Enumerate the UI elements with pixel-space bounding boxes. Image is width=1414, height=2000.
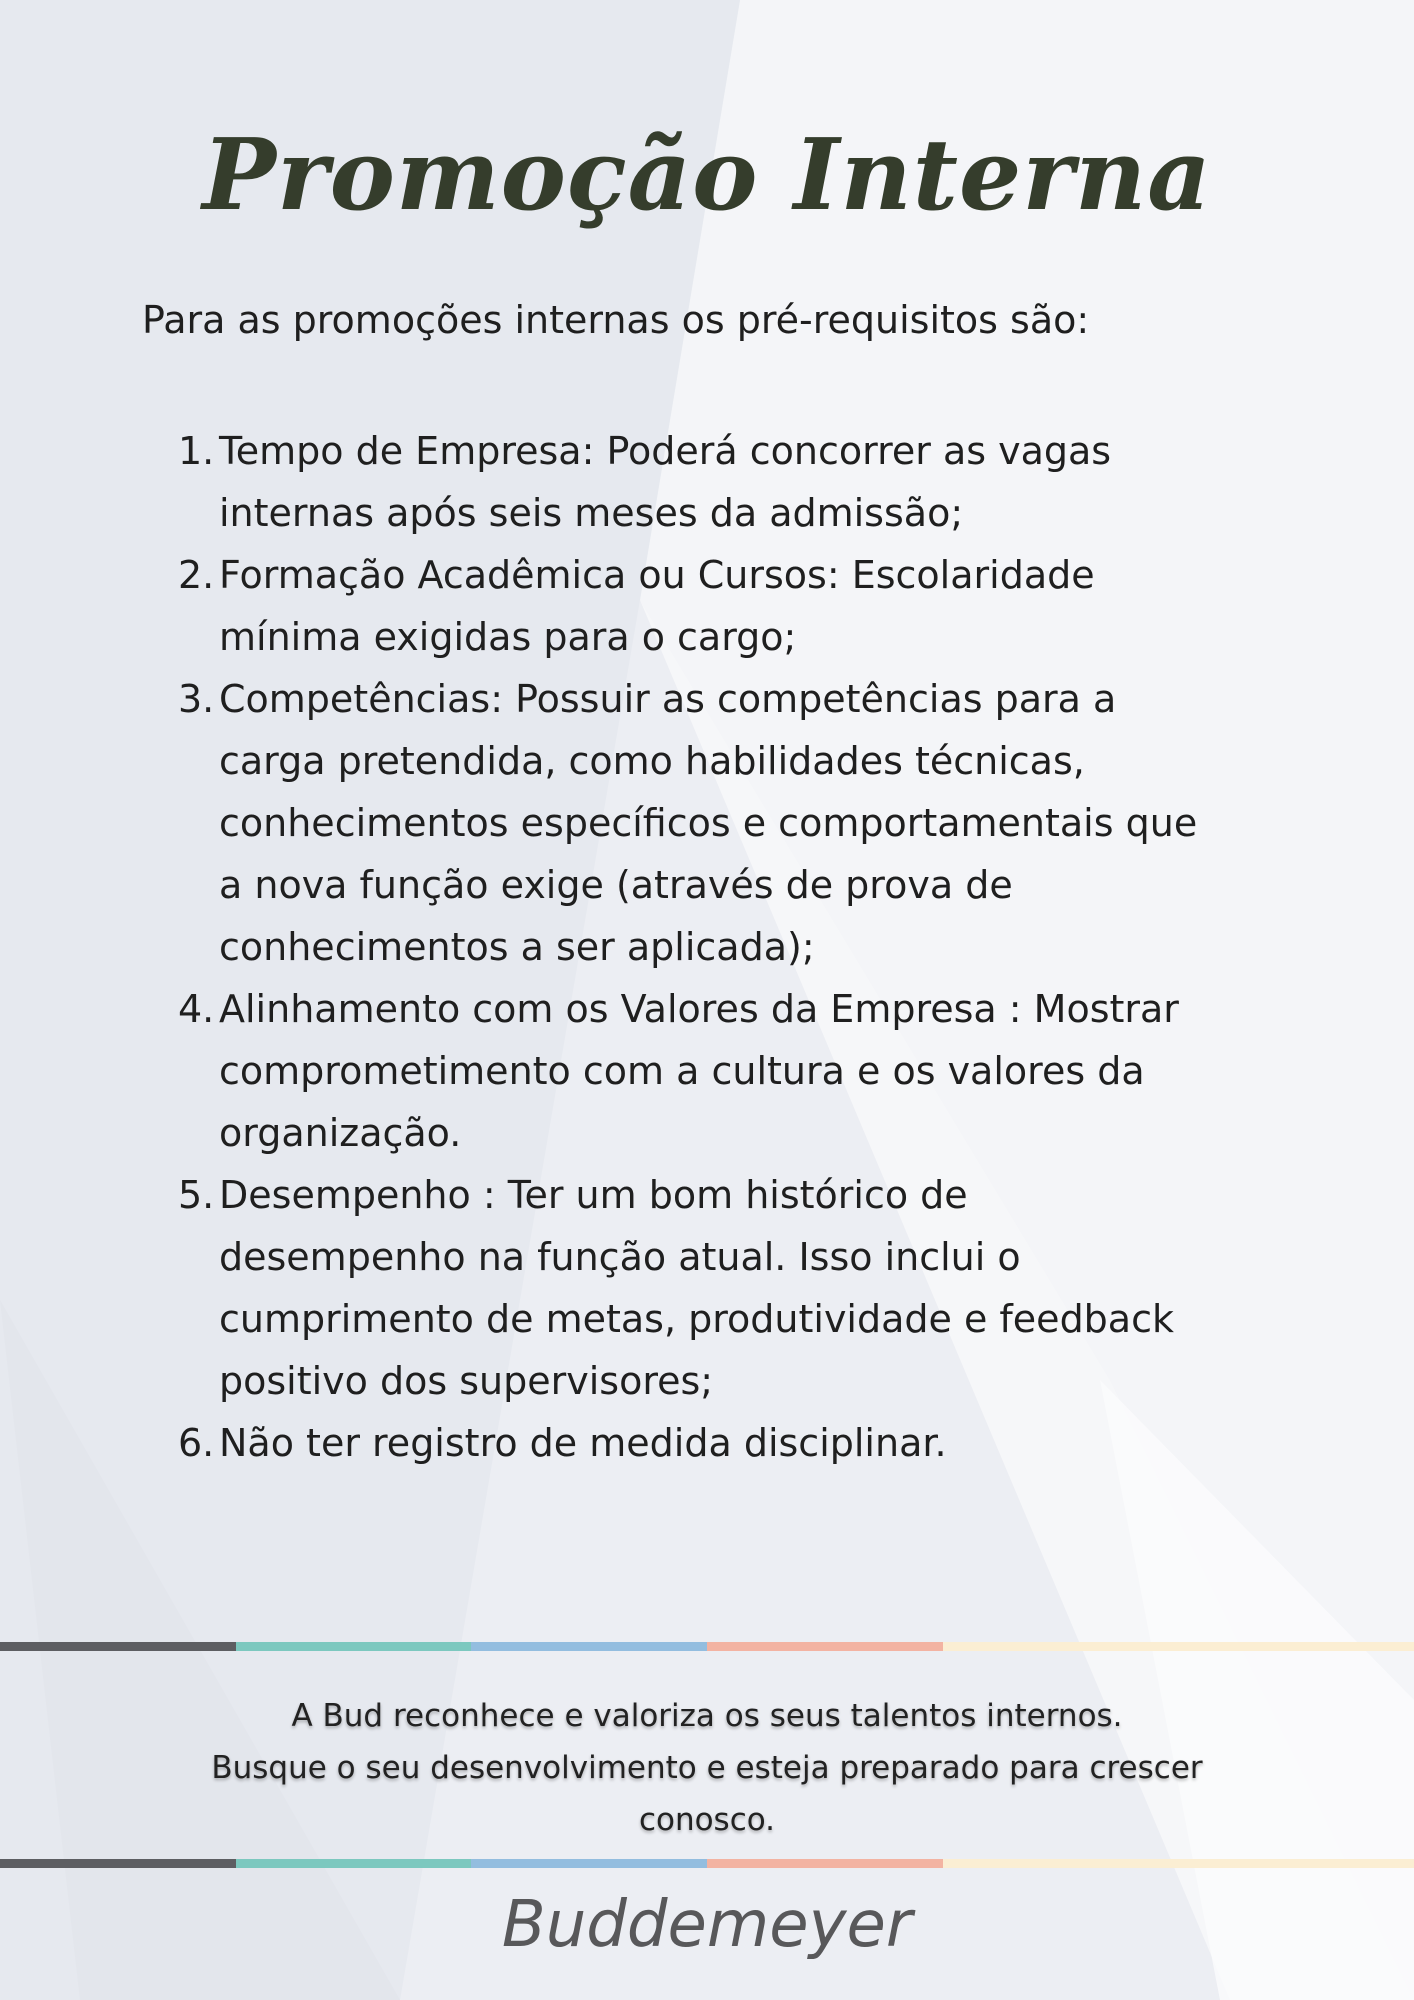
footer-message — [120, 1690, 1294, 1846]
page-title: Promoção Interna — [202, 118, 1212, 233]
item-number: 2. — [178, 553, 215, 597]
stripe-segment — [1178, 1859, 1414, 1868]
item-line: conhecimentos específicos e comportamentais que — [219, 801, 1198, 845]
stripe-segment — [0, 1859, 236, 1868]
item-line: a nova função exige (através de prova de — [219, 863, 1013, 907]
list-item — [178, 1164, 1288, 1412]
item-number: 1. — [178, 429, 215, 473]
list-item — [178, 420, 1288, 544]
stripe-segment — [943, 1859, 1179, 1868]
intro-text: Para as promoções internas os pré-requisitos são: — [142, 298, 1090, 342]
item-line: conhecimentos a ser aplicada); — [219, 925, 815, 969]
stripe-segment — [0, 1642, 236, 1651]
item-line: comprometimento com a cultura e os valores da — [219, 1049, 1145, 1093]
stripe-segment — [471, 1642, 707, 1651]
item-line: Alinhamento com os Valores da Empresa : Mostrar — [219, 987, 1179, 1031]
color-stripe-bottom — [0, 1859, 1414, 1868]
item-line: Desempenho : Ter um bom histórico de — [219, 1173, 968, 1217]
item-line: desempenho na função atual. Isso inclui o — [219, 1235, 1021, 1279]
stripe-segment — [707, 1859, 943, 1868]
item-line: Tempo de Empresa: Poderá concorrer as vagas — [219, 429, 1112, 473]
list-item — [178, 978, 1288, 1164]
item-number: 5. — [178, 1173, 215, 1217]
list-item — [178, 668, 1288, 978]
stripe-segment — [471, 1859, 707, 1868]
stripe-segment — [707, 1642, 943, 1651]
item-number: 4. — [178, 987, 215, 1031]
stripe-segment — [943, 1642, 1179, 1651]
list-item — [178, 544, 1288, 668]
stripe-segment — [1178, 1642, 1414, 1651]
item-line: Formação Acadêmica ou Cursos: Escolaridade — [219, 553, 1095, 597]
list-item — [178, 1412, 1288, 1474]
footer-line: A Bud reconhece e valoriza os seus talentos internos. — [291, 1698, 1123, 1734]
item-line: mínima exigidas para o cargo; — [219, 615, 797, 659]
item-line: Competências: Possuir as competências para a — [219, 677, 1117, 721]
item-line: Não ter registro de medida disciplinar. — [219, 1421, 947, 1465]
footer-line: conosco. — [638, 1802, 776, 1838]
item-line: positivo dos supervisores; — [219, 1359, 714, 1403]
item-number: 3. — [178, 677, 215, 721]
stripe-segment — [236, 1859, 472, 1868]
item-line: carga pretendida, como habilidades técnicas, — [219, 739, 1085, 783]
item-line: cumprimento de metas, produtividade e feedback — [219, 1297, 1174, 1341]
item-line: organização. — [219, 1111, 462, 1155]
requirements-list — [178, 420, 1288, 1474]
brand-logo: Buddemeyer — [501, 1888, 913, 1962]
color-stripe-top — [0, 1642, 1414, 1651]
item-line: internas após seis meses da admissão; — [219, 491, 964, 535]
item-number: 6. — [178, 1421, 215, 1465]
stripe-segment — [236, 1642, 472, 1651]
footer-line: Busque o seu desenvolvimento e esteja preparado para crescer — [211, 1750, 1203, 1786]
